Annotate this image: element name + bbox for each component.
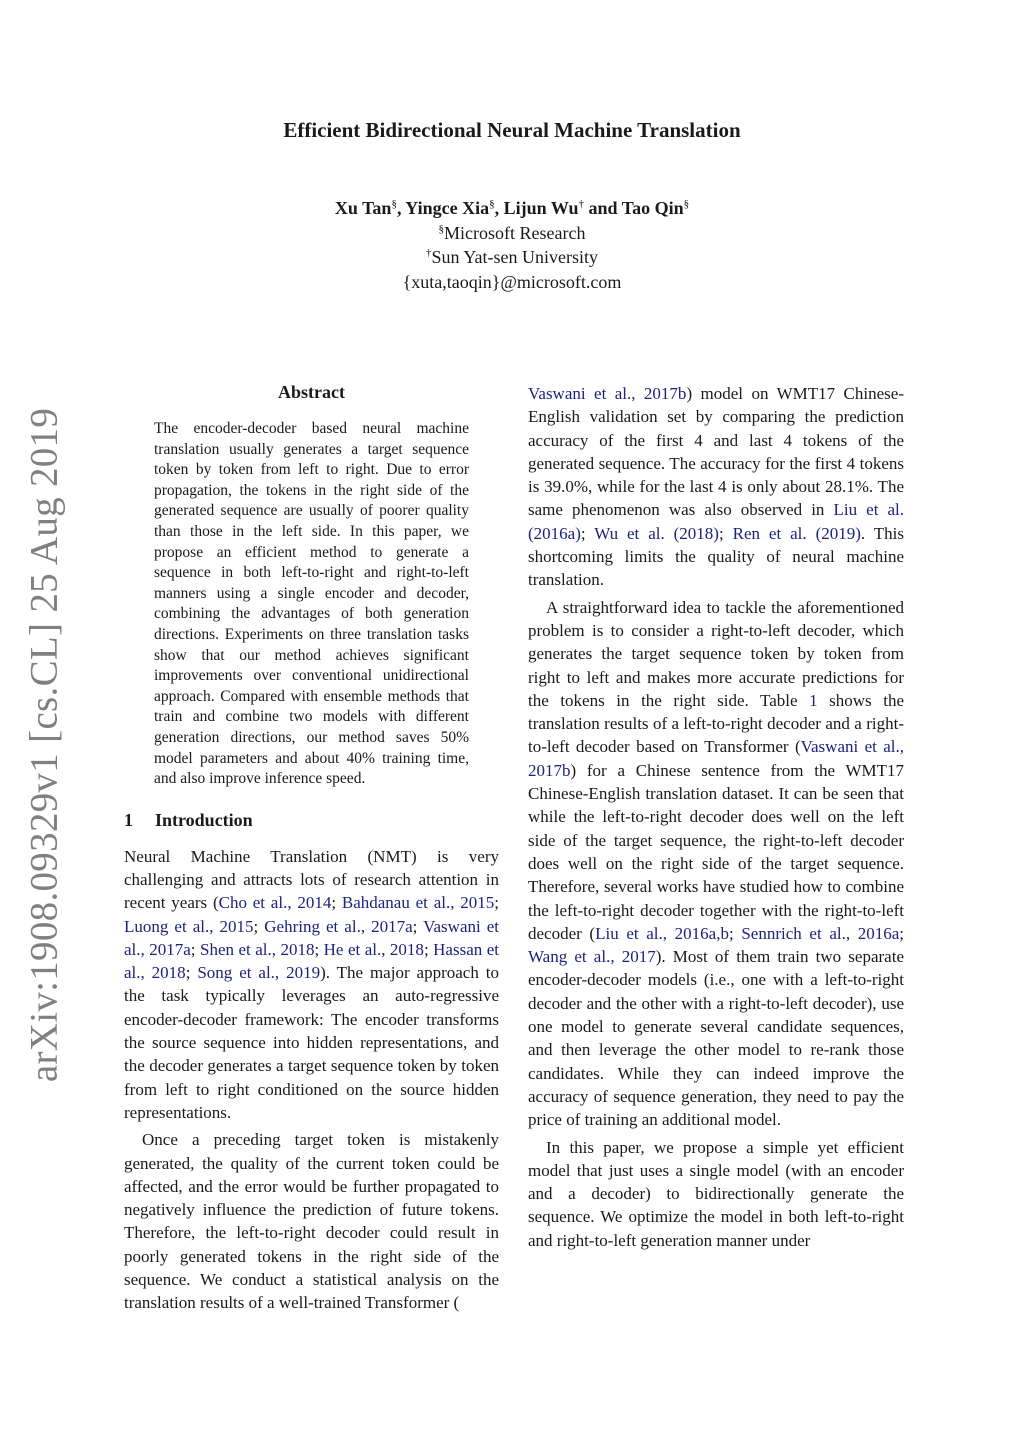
citation-link[interactable]: Ren et al. (2019) [732, 523, 861, 543]
citation-link[interactable]: Shen et al., 2018 [200, 939, 315, 959]
affiliation-mark: § [438, 222, 445, 235]
citation-separator: ; [185, 963, 198, 983]
body-text: ). The major approach to the task typically leverages an auto-regressive encoder-decoder framework: The encoder transforms the source sequence into hidden representations, and the decoder generates a target sequence token by token from left to right conditioned on the source hidden representations. [124, 963, 499, 1122]
body-text: shows the translation results of a left-to-right decoder and a right-to-left decoder based on Transformer ( [528, 690, 904, 757]
citation-separator: ; [331, 893, 342, 913]
author-names: Xu Tan§, Yingce Xia§, Lijun Wu† and Tao Qin§ [334, 198, 690, 218]
citation-separator: ; [253, 916, 265, 936]
affiliation-name: Sun Yat-sen University [431, 247, 598, 267]
author-connector: and [584, 198, 622, 218]
author-name: Xu Tan [334, 198, 392, 218]
author-block [0, 196, 1024, 294]
body-text: Once a preceding target token is mistakenly generated, the quality of the current token could be affected, and the error would be further propagated to negatively influence the prediction of future tokens. Therefore, the left-to-right decoder could result in poorly generated tokens in the right side of the sequence. We conduct a statistical analysis on the translation results of a well-trained Transformer ( [124, 1130, 499, 1313]
author-email: {xuta,taoqin}@microsoft.com [402, 271, 622, 292]
intro-paragraph-3 [528, 596, 904, 1132]
citation-link[interactable]: Cho et al., 2014 [218, 893, 332, 913]
author-name: Tao Qin [621, 198, 684, 218]
affiliation-mark: § [683, 198, 690, 210]
affiliation-mark: § [489, 198, 495, 210]
section-number: 1 [124, 809, 133, 830]
body-text: In this paper, we propose a simple yet efficient model that just uses a single model (with an encoder and a decoder) to bidirectionally generate the sequence. We optimize the model in both left-to-right and right-to-left generation manner under [528, 1137, 904, 1250]
body-text: A straightforward idea to tackle the aforementioned problem is to consider a right-to-left decoder, which generates the target sequence token by token from right to left and makes more accurate predictions for the tokens in the right side. Table [528, 597, 904, 710]
author-name: Yingce Xia [405, 198, 490, 218]
citation-separator: ; [728, 923, 742, 943]
citation-link[interactable]: Wang et al., 2017 [528, 947, 656, 967]
arxiv-stamp: arXiv:1908.09329v1 [cs.CL] 25 Aug 2019 [22, 407, 66, 1083]
paper-title: Efficient Bidirectional Neural Machine Translation [283, 118, 741, 142]
citation-separator: ; [423, 939, 434, 959]
table-ref-link[interactable]: 1 [809, 690, 818, 710]
citation-link[interactable]: Luong et al., 2015 [124, 916, 254, 936]
affiliation-mark: § [391, 198, 397, 210]
citation-separator: ; [899, 923, 905, 943]
citation-link[interactable]: He et al., 2018 [323, 939, 424, 959]
intro-paragraph-2-cont [528, 382, 904, 592]
body-text: ). Most of them train two separate encoder-decoder models (i.e., one with a left-to-right decoder and the other with a right-to-left decoder), use one model to generate several candidate sequences, and then leverage the other model to re-rank those candidates. While they can indeed improve the accuracy of sequence generation, they need to pay the price of training an additional model. [528, 947, 904, 1130]
section-heading [124, 810, 499, 831]
citation-link[interactable]: Liu et al., 2016a,b [595, 923, 729, 943]
citation-link[interactable]: Wu et al. (2018) [594, 523, 719, 543]
affiliation-mark: † [578, 198, 585, 210]
citation-link[interactable]: Vaswani et al., 2017b [528, 737, 904, 780]
abstract-heading: Abstract [278, 382, 345, 402]
citation-link[interactable]: Sennrich et al., 2016a [741, 923, 900, 943]
citation-separator: ; [412, 916, 424, 936]
citation-separator: ; [494, 893, 499, 913]
author-name: Lijun Wu [503, 198, 579, 218]
left-column [124, 382, 499, 1315]
citation-link[interactable]: Vaswani et al., 2017b [528, 384, 687, 403]
intro-paragraph-4 [528, 1136, 904, 1252]
section-title: Introduction [155, 809, 253, 830]
intro-paragraph-1 [124, 845, 499, 1125]
citation-separator: ; [580, 523, 595, 543]
citation-link[interactable]: Gehring et al., 2017a [264, 916, 413, 936]
citation-separator: ; [190, 939, 200, 959]
body-text: ) for a Chinese sentence from the WMT17 Chinese-English translation dataset. It can be seen that while the left-to-right decoder does well on the left side of the target sequence, the right-to-left decoder does well on the right side of the target sequence. Therefore, several works have studied how to combine the left-to-right decoder together with the right-to-left decoder ( [528, 760, 904, 943]
citation-link[interactable]: Vaswani et al., 2017a [124, 916, 500, 959]
affiliation [0, 245, 1024, 270]
affiliation [0, 221, 1024, 246]
affiliation-mark: † [425, 247, 432, 259]
affiliation-name: Microsoft Research [444, 222, 586, 243]
intro-paragraph-2-start [124, 1128, 499, 1314]
body-text: ) model on WMT17 Chinese-English validation set by comparing the prediction accuracy of the first 4 and last 4 tokens of the generated sequence. The accuracy for the first 4 tokens is 39.0%, while for the last 4 is only about 28.1%. The same phenomenon was also observed in [528, 384, 904, 520]
citation-separator: ; [314, 939, 324, 959]
body-text: . This shortcoming limits the quality of neural machine translation. [528, 523, 904, 590]
citation-link[interactable]: Bahdanau et al., 2015 [341, 893, 495, 913]
abstract-text: The encoder-decoder based neural machine translation usually generates a target sequence token by token from left to right. Due to error propagation, the tokens in the right side of the generated sequence are usually of poorer quality than those in the left side. In this paper, we propose an efficient method to generate a sequence in both left-to-right and right-to-left manners using a single encoder and decoder, combining the advantages of both generation directions. Experiments on three translation tasks show that our method achieves significant improvements over conventional unidirectional approach. Compared with ensemble methods that train and combine two models with different generation directions, our method saves 50% model parameters and about 40% training time, and also improve inference speed. [154, 420, 469, 788]
citation-link[interactable]: Song et al., 2019 [197, 963, 321, 983]
right-column [528, 382, 904, 1252]
citation-link[interactable]: Hassan et al., 2018 [124, 939, 499, 983]
citation-separator: ; [718, 523, 733, 543]
body-text: Neural Machine Translation (NMT) is very challenging and attracts lots of research attention in recent years ( [124, 846, 499, 913]
citation-link[interactable]: Liu et al. (2016a) [528, 500, 904, 543]
